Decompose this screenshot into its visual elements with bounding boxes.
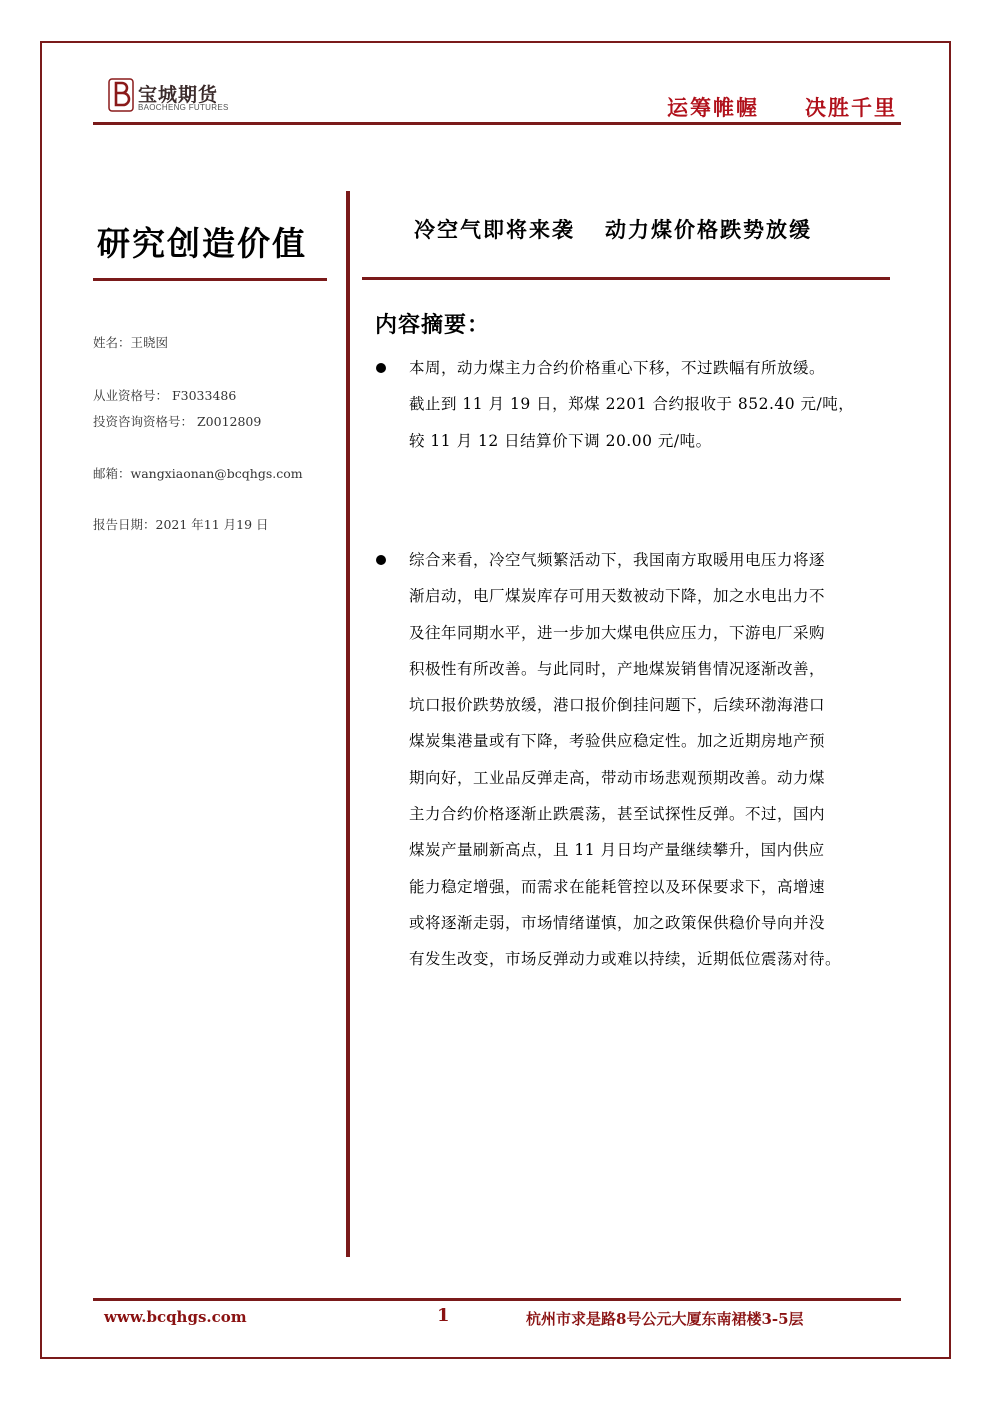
report-title [414, 214, 812, 244]
paragraph-line: 期向好，工业品反弹走高，带动市场悲观预期改善。动力煤 [409, 768, 826, 787]
report-title-part2: 动力煤价格跌势放缓 [605, 217, 812, 242]
left-column-title: 研究创造价值 [97, 224, 307, 263]
footer-divider [93, 1298, 901, 1301]
paragraph-line: 较 11 月 12 日结算价下调 20.00 元/吨。 [409, 431, 712, 450]
paragraph-line: 煤炭集港量或有下降，考验供应稳定性。加之近期房地产预 [409, 732, 826, 751]
slogan-right: 决胜千里 [805, 95, 897, 120]
paragraph-line: 或将逐渐走弱，市场情绪谨慎，加之政策保供稳价导向并没 [409, 913, 826, 932]
paragraph-line: 有发生改变，市场反弹动力或难以持续，近期低位震荡对待。 [409, 950, 842, 969]
footer-address: 杭州市求是路8号公元大厦东南裙楼3-5层 [526, 1310, 804, 1328]
bullet-1-dot [376, 363, 386, 373]
left-title-divider [93, 278, 327, 281]
consult-qualification-number: 投资咨询资格号： Z0012809 [93, 414, 262, 429]
logo-english-name: BAOCHENG FUTURES [138, 103, 229, 112]
author-email: 邮箱：wangxiaonan@bcqhgs.com [93, 466, 303, 481]
paragraph-line: 积极性有所改善。与此同时，产地煤炭销售情况逐渐改善， [409, 659, 826, 678]
paragraph-line: 能力稳定增强，而需求在能耗管控以及环保要求下，高增速 [409, 877, 826, 896]
company-logo [108, 78, 238, 118]
author-name: 姓名：王晓囡 [93, 335, 169, 350]
header-slogan [667, 92, 897, 122]
paragraph-line: 渐启动，电厂煤炭库存可用天数被动下降，加之水电出力不 [409, 587, 826, 606]
column-divider [346, 191, 350, 1257]
bullet-1-text [409, 350, 929, 459]
report-date: 报告日期：2021 年11 月19 日 [93, 517, 269, 532]
qualification-number: 从业资格号： F3033486 [93, 388, 237, 403]
header-divider [93, 122, 901, 125]
paragraph-line: 坑口报价跌势放缓，港口报价倒挂问题下，后续环渤海港口 [409, 696, 826, 715]
footer-website-link[interactable]: www.bcqhgs.com [104, 1308, 247, 1326]
bullet-2-text [409, 542, 929, 978]
page-number: 1 [437, 1305, 450, 1326]
paragraph-line: 及往年同期水平，进一步加大煤电供应压力，下游电厂采购 [409, 623, 826, 642]
summary-heading: 内容摘要： [375, 312, 491, 338]
slogan-left: 运筹帷幄 [667, 95, 759, 120]
logo-chinese-name: 宝城期货 [138, 84, 219, 106]
title-divider [362, 277, 890, 280]
paragraph-line: 截止到 11 月 19 日，郑煤 2201 合约报收于 852.40 元/吨， [409, 395, 855, 414]
paragraph-line: 主力合约价格逐渐止跌震荡，甚至试探性反弹。不过，国内 [409, 805, 826, 824]
bullet-2-dot [376, 555, 386, 565]
baocheng-logo-icon [108, 78, 134, 112]
report-title-part1: 冷空气即将来袭 [414, 217, 575, 242]
paragraph-line: 综合来看，冷空气频繁活动下，我国南方取暖用电压力将逐 [409, 551, 826, 569]
paragraph-line: 本周，动力煤主力合约价格重心下移，不过跌幅有所放缓。 [409, 359, 826, 377]
paragraph-line: 煤炭产量刷新高点，且 11 月日均产量继续攀升，国内供应 [409, 841, 825, 860]
